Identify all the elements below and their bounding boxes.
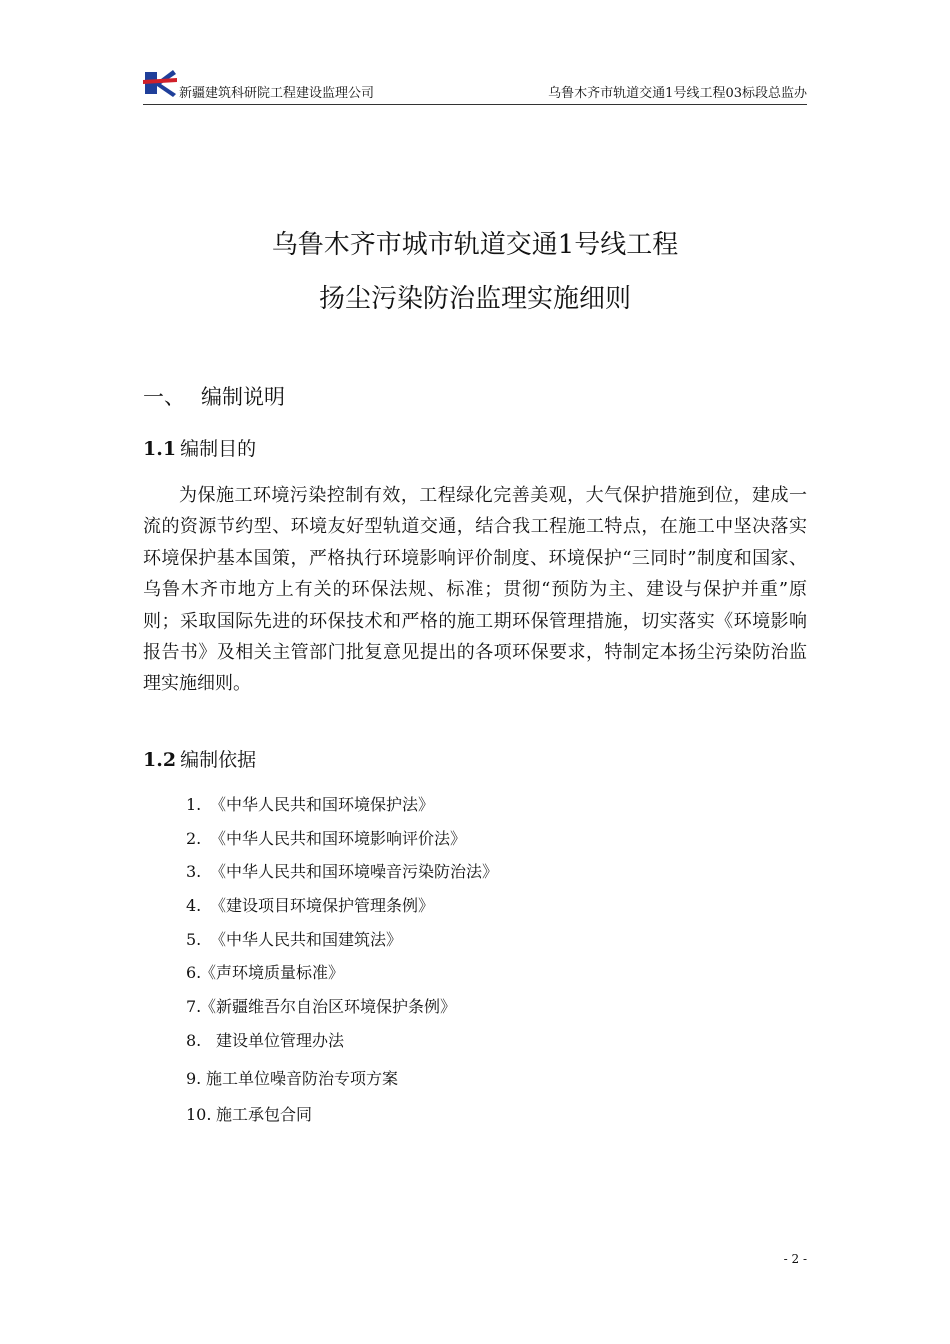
subsection-label: 编制依据 [180, 749, 257, 771]
section-heading [143, 381, 285, 411]
document-title-line2: 扬尘污染防治监理实施细则 [318, 284, 631, 314]
list-item: 5. 《中华人民共和国建筑法》 [186, 930, 403, 949]
header-office: 乌鲁木齐市轨道交通1号线工程03标段总监办 [548, 86, 807, 101]
purpose-paragraph: 为保施工环境污染控制有效，工程绿化完善美观，大气保护措施到位，建成一流的资源节约型、环境友好型轨道交通，结合我工程施工特点，在施工中坚决落实环境保护基本国策，严格执行环境影响评价制度、环境保护“三同时”制度和国家、乌鲁木齐市地方上有关的环保法规、标准；贯彻“预防为主、建设与保护并重”原则；采取国际先进的环保技术和严格的施工期环保管理措施，切实落实《环境影响报告书》及相关主管部门批复意见提出的各项环保要求，特制定本扬尘污染防治监理实施细则。 [143, 485, 807, 695]
document-title-line1: 乌鲁木齐市城市轨道交通1号线工程 [271, 230, 679, 260]
page-number: - 2 - [783, 1252, 807, 1266]
subsection-number: 1.1 [143, 438, 177, 460]
page-header [143, 64, 807, 105]
list-item: 10. 施工承包合同 [186, 1105, 313, 1124]
list-item: 1. 《中华人民共和国环境保护法》 [186, 795, 435, 814]
list-item: 7.《新疆维吾尔自治区环境保护条例》 [186, 997, 457, 1016]
subsection-label: 编制目的 [180, 438, 257, 460]
list-item: 8. 建设单位管理办法 [186, 1031, 345, 1050]
list-item: 4. 《建设项目环境保护管理条例》 [186, 896, 435, 915]
subsection-basis-heading [143, 745, 256, 772]
list-item: 3. 《中华人民共和国环境噪音污染防治法》 [186, 862, 499, 881]
subsection-purpose-heading [143, 434, 256, 461]
list-item: 6.《声环境质量标准》 [186, 963, 345, 982]
list-item: 9. 施工单位噪音防治专项方案 [186, 1069, 399, 1088]
subsection-number: 1.2 [143, 749, 177, 771]
list-item: 2. 《中华人民共和国环境影响评价法》 [186, 829, 467, 848]
section-number: 一、 [143, 385, 185, 409]
company-logo-icon [143, 68, 177, 98]
section-label: 编制说明 [201, 385, 285, 409]
header-company: 新疆建筑科研院工程建设监理公司 [179, 86, 375, 101]
